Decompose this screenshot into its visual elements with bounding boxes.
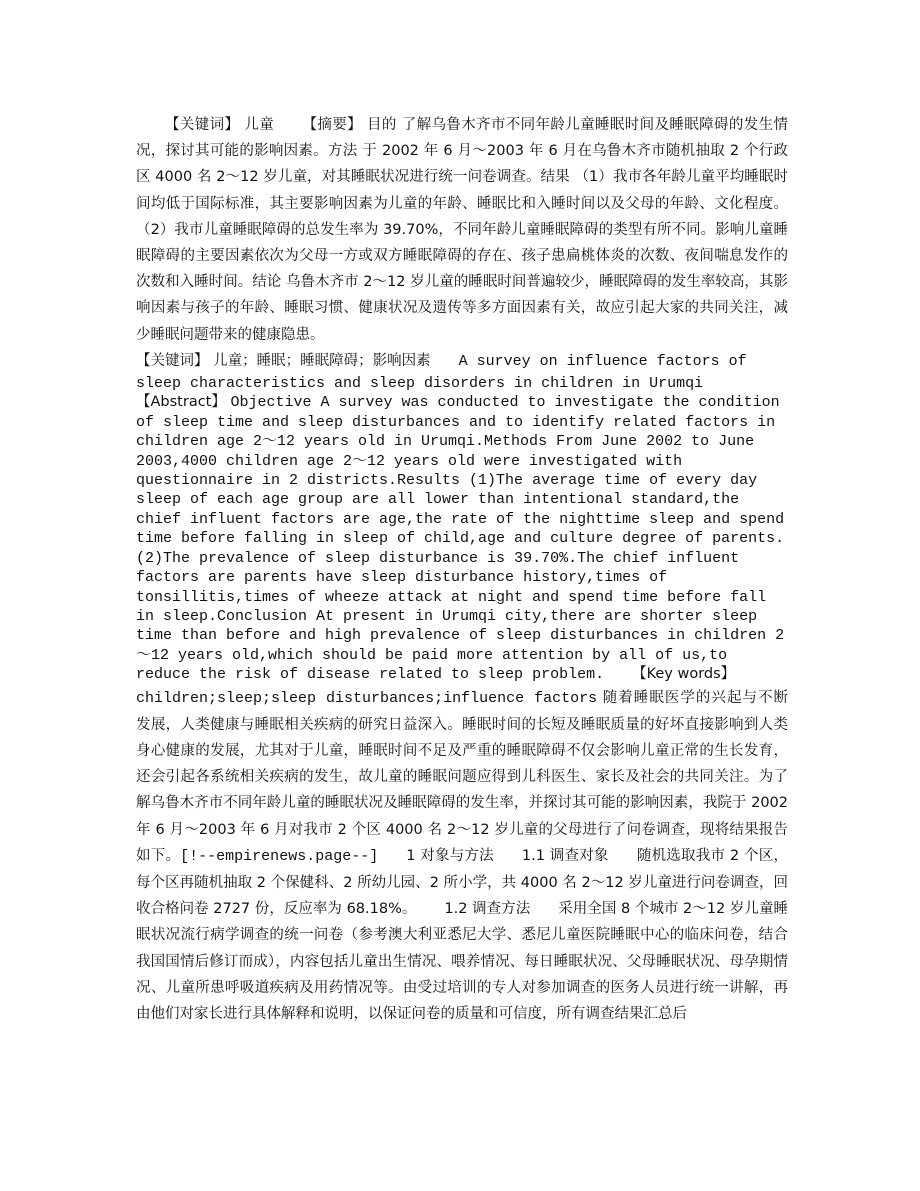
body-text <box>136 685 788 1028</box>
section-1-2-text: 采用全国 8 个城市 2～12 岁儿童睡眠状况流行病学调查的统一问卷（参考澳大利亚悉尼大学、悉尼儿童医院睡眠中心的临床问卷，结合我国国情后修订而成），内容包括儿童出生情况、喂养情况、每日睡眠状况、父母睡眠状况、母孕期情况、儿童所患呼吸道疾病及用药情况等。由受过培训的专人对参加调查的医务人员进行统一讲解，再由他们对家长进行具体解释和说明，以保证问卷的质量和可信度，所有调查结果汇总后 <box>136 901 788 1022</box>
english-abstract-block <box>136 348 788 685</box>
keyword-label: 【关键词】 <box>165 117 240 133</box>
section-1-1-text: 随机选取我市 2 个区，每个区再随机抽取 2 个保健科、2 所幼儿园、2 所小学，共 4000 名 2～12 岁儿童进行问卷调查，回收合格问卷 2727 份，反应率为 68.18%。 <box>136 847 788 918</box>
english-abstract-label: 【Abstract】 <box>136 394 226 411</box>
abstract-text: 目的 了解乌鲁木齐市不同年龄儿童睡眠时间及睡眠障碍的发生情况，探讨其可能的影响因素。方法 于 2002 年 6 月～2003 年 6 月在乌鲁木齐市随机抽取 2 个行政区 4000 名 2～12 岁儿童，对其睡眠状况进行统一问卷调查。结果 （1）我市各年龄儿童平均睡眠时间均低于国际标准，其主要影响因素为儿童的年龄、睡眠比和入睡时间以及父母的年龄、文化程度。（2）我市儿童睡眠障碍的总发生率为 39.70%，不同年龄儿童睡眠障碍的类型有所不同。影响儿童睡眠障碍的主要因素依次为父母一方或双方睡眠障碍的存在、孩子患扁桃体炎的次数、夜间喘息发作的次数和入睡时间。结论 乌鲁木齐市 2～12 岁儿童的睡眠时间普遍较少，睡眠障碍的发生率较高，其影响因素与孩子的年龄、睡眠习惯、健康状况及遗传等多方面因素有关，故应引起大家的共同关注，减少睡眠问题带来的健康隐患。 <box>136 117 789 343</box>
abstract-label: 【摘要】 <box>302 117 362 133</box>
english-keywords-value: children;sleep;sleep disturbances;influence factors <box>136 689 598 707</box>
keyword-value: 儿童 <box>244 117 275 133</box>
keywords-cn-value: 儿童；睡眠；睡眠障碍；影响因素 <box>213 352 431 369</box>
section-1-heading: 1 对象与方法 <box>406 847 494 864</box>
page-marker: [!--empirenews.page--] <box>180 847 379 865</box>
english-title: A survey on influence factors of sleep characteristics and sleep disorders in children in Urumqi <box>136 352 747 393</box>
document-page <box>136 112 788 1027</box>
intro-paragraph: 随着睡眠医学的兴起与不断发展，人类健康与睡眠相关疾病的研究日益深入。睡眠时间的长短及睡眠质量的好坏直接影响到人类身心健康的发展，尤其对于儿童，睡眠时间不足及严重的睡眠障碍不仅会影响儿童正常的生长发育，还会引起各系统相关疾病的发生，故儿童的睡眠问题应得到儿科医生、家长及社会的共同关注。为了解乌鲁木齐市不同年龄儿童的睡眠状况及睡眠障碍的发生率，并探讨其可能的影响因素，我院于 2002 年 6 月～2003 年 6 月对我市 2 个区 4000 名 2～12 岁儿童的父母进行了问卷调查，现将结果报告如下。 <box>136 689 789 864</box>
chinese-abstract <box>136 112 788 348</box>
section-1-2-heading: 1.2 调查方法 <box>444 901 531 918</box>
english-abstract-text: Objective A survey was conducted to investigate the condition of sleep time and sleep disturbances and to identify related factors in children age 2～12 years old in Urumqi.Methods From June 2002 to June 2003,4000 children age 2～12 years old were investigated with questionnaire in 2 districts.Results (1)The average time of every day sleep of each age group are all lower than intentional standard,the chief influent factors are age,the rate of the nighttime sleep and spend time before falling in sleep of child,age and culture degree of parents.(2)The prevalence of sleep disturbance is 39.70%.The chief influent factors are parents have sleep disturbance history,times of tonsillitis,times of wheeze attack at night and spend time before fall in sleep.Conclusion At present in Urumqi city,there are shorter sleep time than before and high prevalence of sleep disturbances in children 2～12 years old,which should be paid more attention by all of us,to reduce the risk of disease related to sleep problem. <box>136 394 785 684</box>
english-keywords-label: 【Key words】 <box>632 666 736 683</box>
section-1-1-heading: 1.1 调查对象 <box>521 847 609 864</box>
keywords-cn-label: 【关键词】 <box>136 352 209 369</box>
